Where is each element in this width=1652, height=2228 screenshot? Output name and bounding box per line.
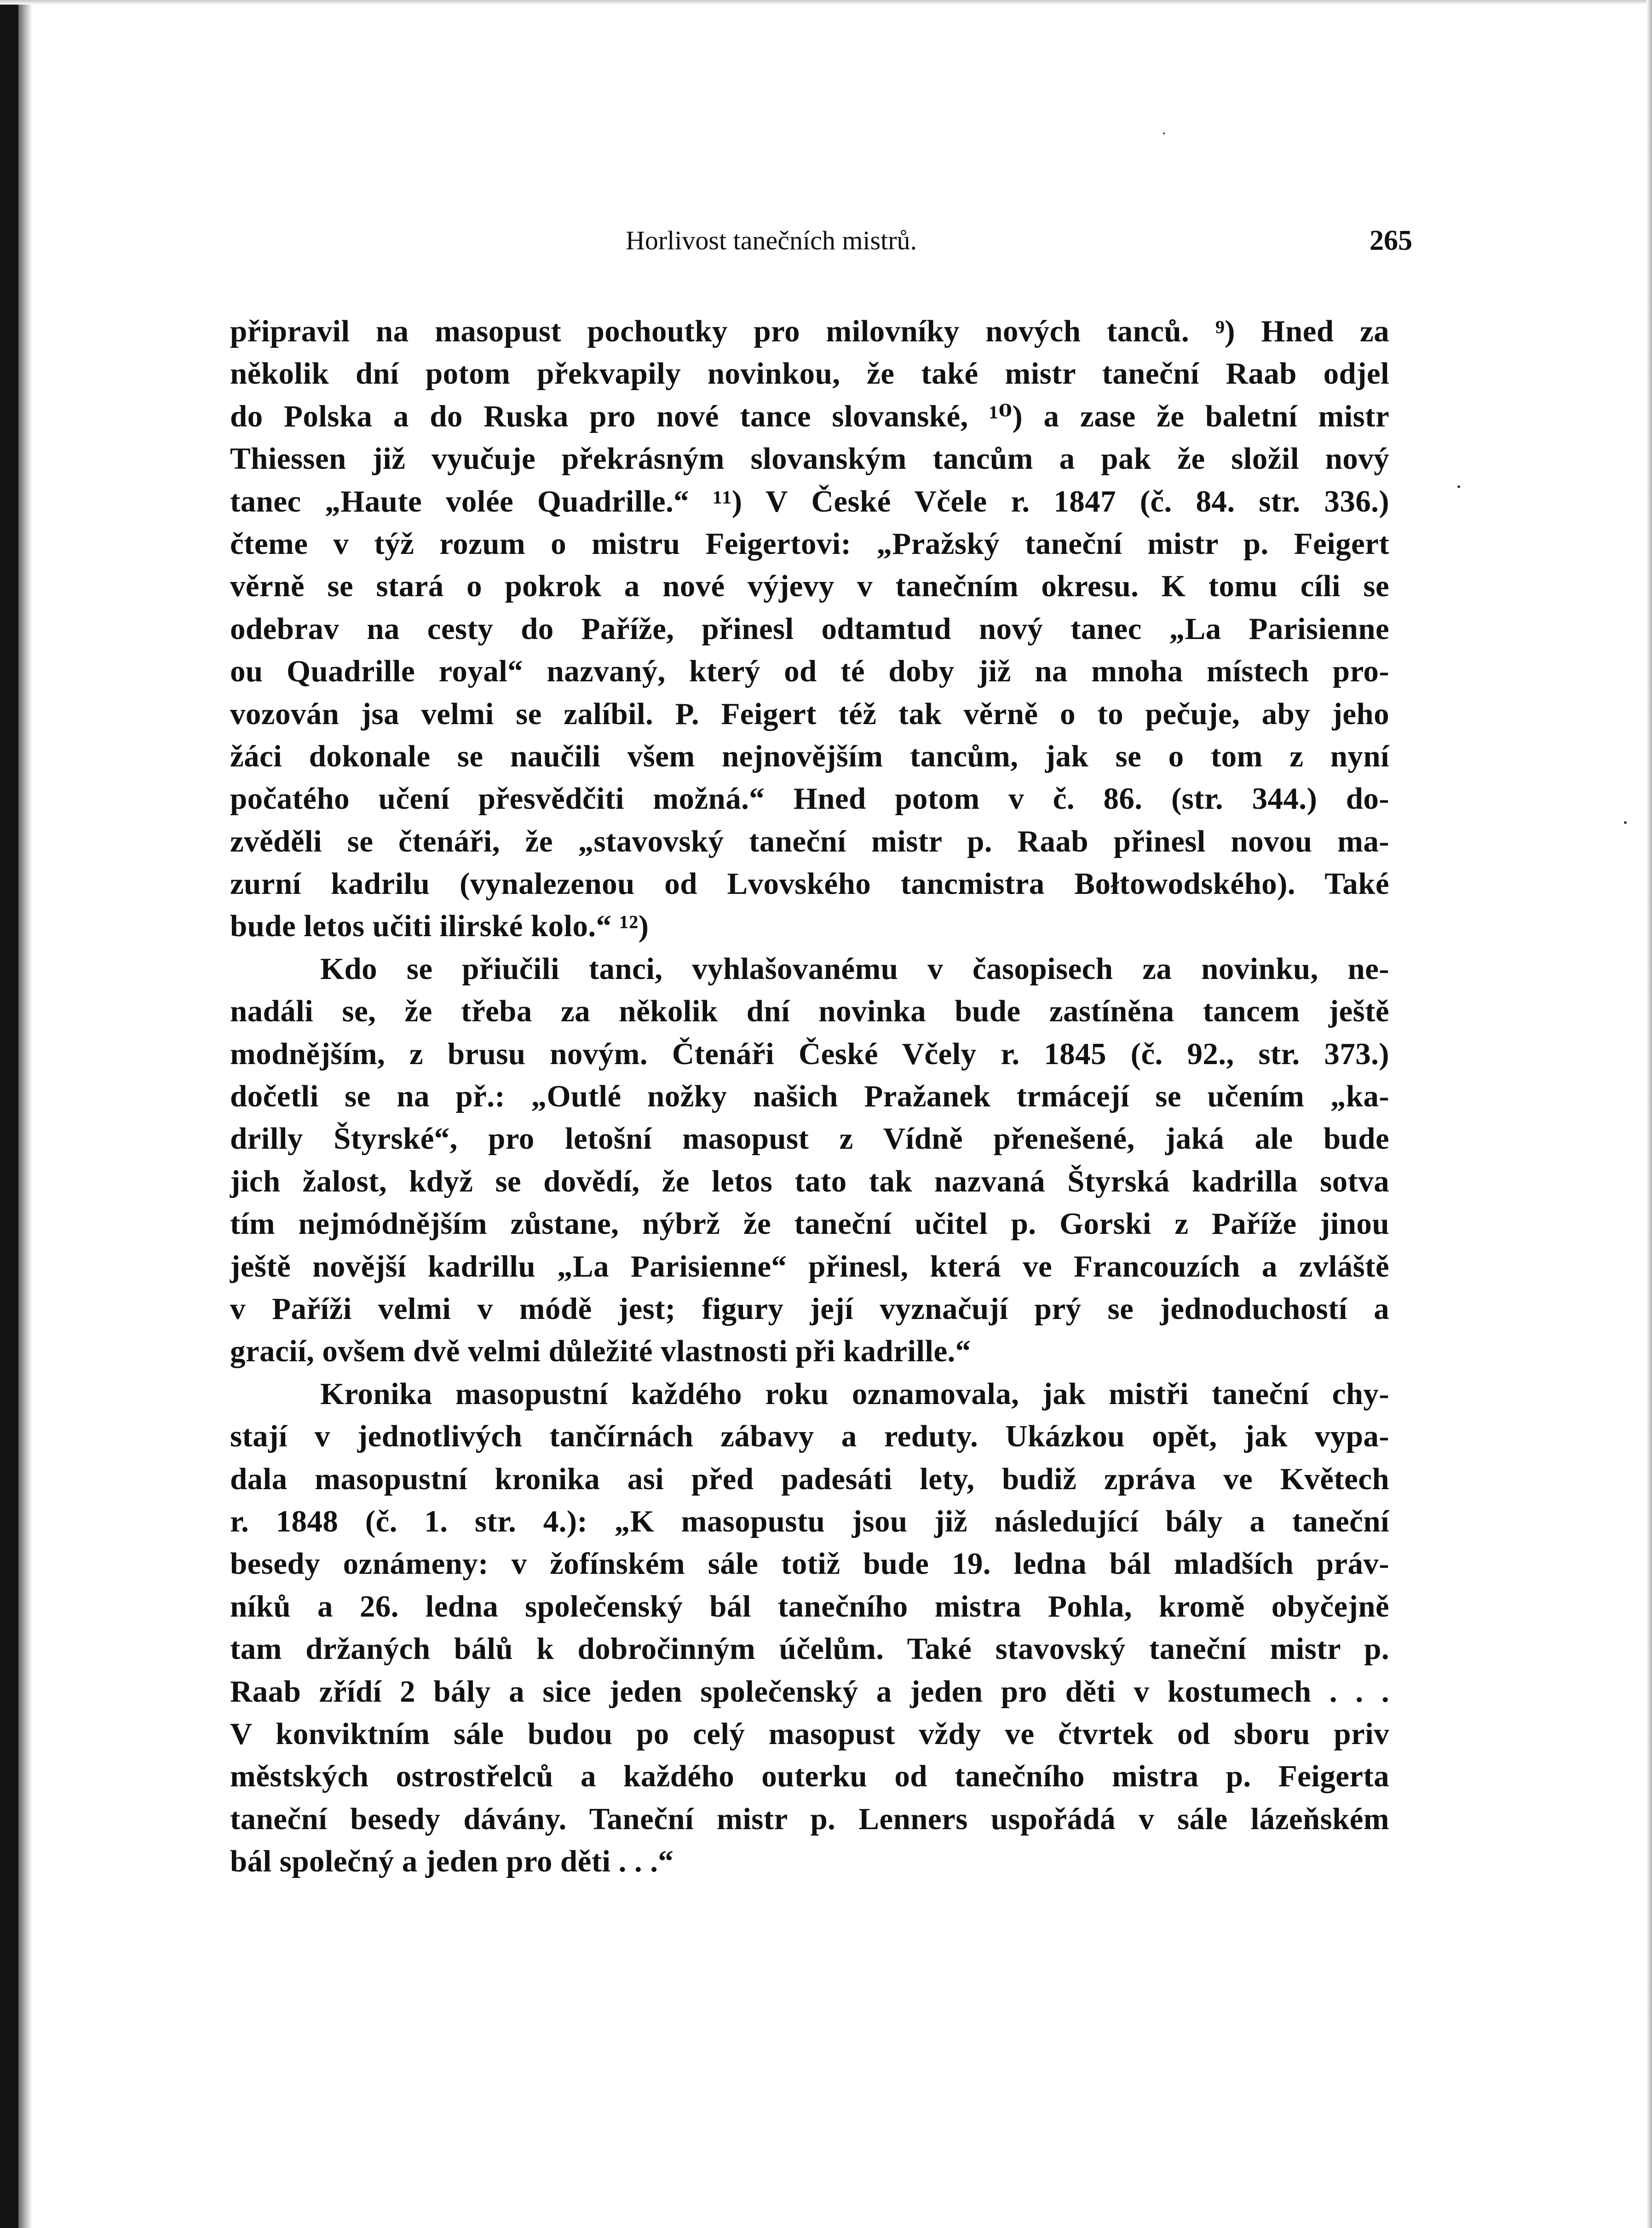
text-line: ou Quadrille royal“ nazvaný, který od té doby již na mnoha místech pro-	[230, 654, 1389, 689]
paragraph	[230, 310, 1389, 948]
paragraph	[230, 948, 1389, 1373]
scan-speck	[1624, 821, 1627, 824]
text-line: ještě novější kadrillu „La Parisienne“ přinesl, která ve Francouzích a zvláště	[230, 1249, 1389, 1284]
text-line: vozován jsa velmi se zalíbil. P. Feigert též tak věrně o to pečuje, aby jeho	[230, 697, 1389, 731]
text-line: v Paříži velmi v módě jest; figury její vyznačují prý se jednoduchostí a	[230, 1291, 1389, 1326]
text-line: tam držaných bálů k dobročinným účelům. Také stavovský taneční mistr p.	[230, 1632, 1389, 1666]
text-line: Thiessen již vyučuje překrásným slovanským tancům a pak že složil nový	[230, 442, 1389, 476]
text-line: Kdo se přiučili tanci, vyhlašovanému v časopisech za novinku, ne-	[320, 951, 1389, 986]
running-title: Horlivost tanečních mistrů.	[626, 225, 917, 255]
text-line: bál společný a jeden pro děti . . .“	[230, 1844, 674, 1879]
scan-speck	[1163, 132, 1165, 134]
text-line: drilly Štyrské“, pro letošní masopust z Vídně přenešené, jaká ale bude	[230, 1122, 1389, 1156]
text-line: stají v jednotlivých tančírnách zábavy a reduty. Ukázkou opět, jak vypa-	[230, 1419, 1389, 1454]
text-line: do Polska a do Ruska pro nové tance slovanské, ¹⁰) a zase že baletní mistr	[230, 399, 1389, 433]
text-line: žáci dokonale se naučili všem nejnovějším tancům, jak se o tom z nyní	[230, 739, 1389, 773]
text-line: několik dní potom překvapily novinkou, že také mistr taneční Raab odjel	[230, 357, 1389, 391]
text-line: besedy oznámeny: v žofínském sále totiž bude 19. ledna bál mladších práv-	[230, 1547, 1389, 1581]
body-text	[230, 310, 1389, 1883]
scan-edge-top	[0, 0, 1652, 5]
page-number: 265	[1370, 225, 1412, 256]
text-line: odebrav na cesty do Paříže, přinesl odtamtud nový tanec „La Parisienne	[230, 611, 1389, 646]
text-line: V konviktním sále budou po celý masopust vždy ve čtvrtek od sboru priv	[230, 1716, 1389, 1751]
text-line: dočetli se na př.: „Outlé nožky našich Pražanek trmácejí se učením „ka-	[230, 1079, 1389, 1114]
text-line: gracií, ovšem dvě velmi důležité vlastnosti při kadrille.“	[230, 1334, 971, 1369]
text-line: zurní kadrilu (vynalezenou od Lvovského tancmistra Bołtowodského). Také	[230, 867, 1389, 901]
text-line: věrně se stará o pokrok a nové výjevy v tanečním okresu. K tomu cíli se	[230, 569, 1389, 604]
scan-edge-shadow	[18, 0, 32, 2228]
text-line: počatého učení přesvědčiti možná.“ Hned potom v č. 86. (str. 344.) do-	[230, 782, 1389, 816]
text-line: r. 1848 (č. 1. str. 4.): „K masopustu jsou již následující bály a taneční	[230, 1504, 1389, 1538]
text-line: bude letos učiti ilirské kolo.“ ¹²)	[230, 909, 649, 944]
text-line: jich žalost, když se dovědí, že letos tato tak nazvaná Štyrská kadrilla sotva	[230, 1164, 1389, 1198]
scan-edge-left	[0, 0, 18, 2228]
text-line: níků a 26. ledna společenský bál tanečního mistra Pohla, kromě obyčejně	[230, 1589, 1389, 1624]
text-line: Raab zřídí 2 bály a sice jeden společenský a jeden pro děti v kostumech . . .	[230, 1674, 1389, 1709]
text-line: tanec „Haute volée Quadrille.“ ¹¹) V České Včele r. 1847 (č. 84. str. 336.)	[230, 484, 1389, 518]
text-line: zvěděli se čtenáři, že „stavovský taneční mistr p. Raab přinesl novou ma-	[230, 824, 1389, 858]
page-header	[626, 220, 1412, 261]
scan-edge-right	[1646, 0, 1652, 2228]
paragraph	[230, 1373, 1389, 1883]
text-line: čteme v týž rozum o mistru Feigertovi: „Pražský taneční mistr p. Feigert	[230, 526, 1389, 561]
text-line: městských ostrostřelců a každého outerku od tanečního mistra p. Feigerta	[230, 1759, 1389, 1794]
text-line: Kronika masopustní každého roku oznamovala, jak mistři taneční chy-	[320, 1376, 1389, 1411]
text-line: dala masopustní kronika asi před padesáti lety, budiž zpráva ve Květech	[230, 1462, 1389, 1496]
text-line: tím nejmódnějším zůstane, nýbrž že taneční učitel p. Gorski z Paříže jinou	[230, 1207, 1389, 1241]
text-line: taneční besedy dávány. Taneční mistr p. Lenners uspořádá v sále lázeňském	[230, 1802, 1389, 1836]
text-line: připravil na masopust pochoutky pro milovníky nových tanců. ⁹) Hned za	[230, 314, 1389, 348]
scan-speck	[1457, 485, 1460, 488]
text-line: modnějším, z brusu novým. Čtenáři České Včely r. 1845 (č. 92., str. 373.)	[230, 1036, 1389, 1071]
text-line: nadáli se, že třeba za několik dní novinka bude zastíněna tancem ještě	[230, 994, 1389, 1029]
